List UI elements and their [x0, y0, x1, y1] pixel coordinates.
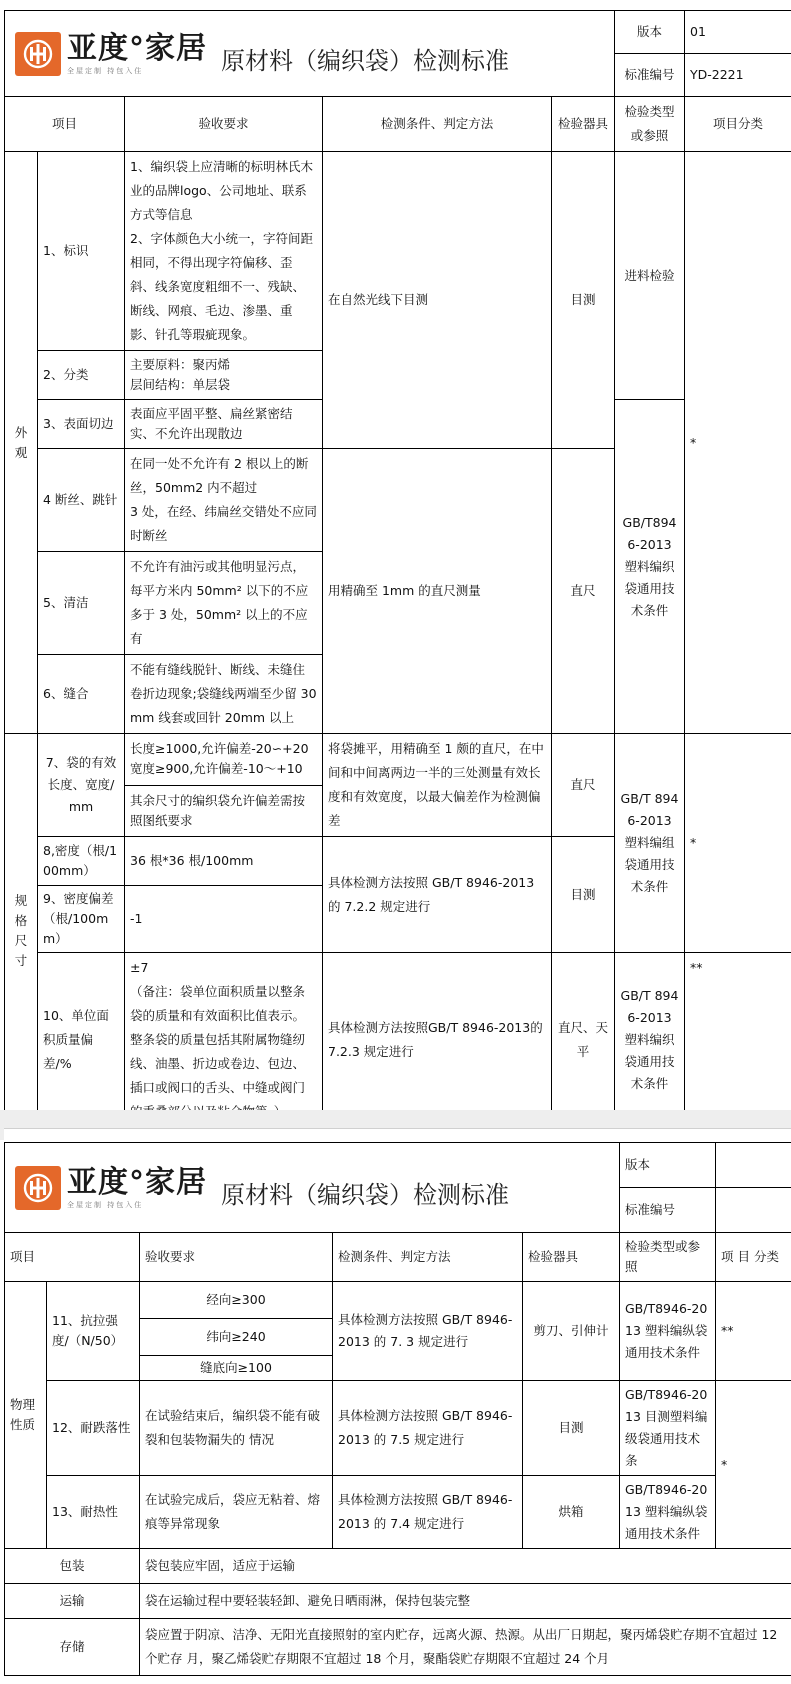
type-gb-standard: GB/T8946-2013 塑料编织袋通用技术条件 — [615, 400, 685, 734]
tool-item-89: 目测 — [552, 837, 615, 953]
meta-value-standard-no — [716, 1188, 791, 1233]
text-packing: 袋包装应牢固，适应于运输 — [140, 1549, 791, 1584]
item-label-13: 13、耐热性 — [47, 1476, 140, 1549]
class-physical: * — [716, 1381, 791, 1549]
meta-label-version: 版本 — [615, 11, 685, 54]
document-page-2 — [4, 1142, 791, 1684]
method-visual: 在自然光线下目测 — [323, 152, 552, 449]
document-page-1 — [4, 10, 791, 1108]
label-packing: 包装 — [5, 1549, 140, 1584]
brand-logo-icon — [15, 32, 61, 76]
meta-value-version — [716, 1143, 791, 1188]
standard-table-1 — [4, 10, 791, 1128]
item-req-4: 在同一处不允许有 2 根以上的断丝，50mm2 内不超过 3 处，在经、纬扁丝交错处不应同时断丝 — [125, 449, 323, 552]
tool-item-10: 直尺、天平 — [552, 953, 615, 1128]
item-req-8: 36 根*36 根/100mm — [125, 837, 323, 886]
header-type: 检验类型或参照 — [620, 1233, 716, 1282]
item-req-11-weft: 纬向≥240 — [140, 1319, 333, 1356]
item-label-9: 9、密度偏差（根/100mm） — [38, 886, 125, 953]
item-label-2: 2、分类 — [38, 351, 125, 400]
tool-visual: 目测 — [552, 152, 615, 449]
type-item-12: GB/T8946-2013 目测塑料编级袋通用技术条 — [620, 1381, 716, 1476]
item-label-3: 3、表面切边 — [38, 400, 125, 449]
class-spec: * — [685, 734, 791, 953]
brand-name: 亚度°家居 — [67, 30, 207, 66]
item-req-11-warp: 经向≥300 — [140, 1282, 333, 1319]
item-label-11: 11、抗拉强度/（N/50） — [47, 1282, 140, 1381]
method-item-7: 将袋摊平，用精确至 1 颇的直尺，在中间和中间离两边一半的三处测量有效长度和有效宽度，以最大偏差作为检测偏差 — [323, 734, 552, 837]
group-spec: 规格尺寸 — [5, 734, 38, 1128]
tool-item-13: 烘箱 — [523, 1476, 620, 1549]
brand-block — [67, 32, 207, 76]
header-item: 项目 — [5, 1233, 140, 1282]
type-item-11: GB/T8946-2013 塑料编纵袋通用技术条件 — [620, 1282, 716, 1381]
item-req-11-bottom: 缝底向≥100 — [140, 1356, 333, 1381]
header-type: 检验类型或参照 — [615, 97, 685, 152]
item-req-3: 表面应平固平整、扁丝紧密结实、不允许出现散边 — [125, 400, 323, 449]
document-title: 原材料（编织袋）检测标准 — [221, 1180, 509, 1209]
item-req-10: ±7 （备注：袋单位面积质量以整条袋的质量和有效面积比值表示。整条袋的质量包括其附属物缝纫线、油墨、折边或卷边、包边、插口或阀口的舌头、中缝或阀门 — [125, 953, 323, 1128]
standard-table-2 — [4, 1142, 791, 1676]
brand-logo-icon — [15, 1166, 61, 1210]
tool-item-12: 目测 — [523, 1381, 620, 1476]
method-item-13: 具体检测方法按照 GB/T 8946-2013 的 7.4 规定进行 — [333, 1476, 523, 1549]
document-header — [5, 11, 615, 97]
class-item-10: ** — [685, 953, 791, 1128]
item-label-1: 1、标识 — [38, 152, 125, 351]
page-separator — [0, 1110, 791, 1140]
header-method: 检测条件、判定方法 — [333, 1233, 523, 1282]
item-req-13: 在试验完成后，袋应无粘着、熔痕等异常现象 — [140, 1476, 333, 1549]
item-req-5: 不允许有油污或其他明显污点，每平方米内 50mm² 以下的不应多于 3 处，50mm² 以上的不应有 — [125, 552, 323, 655]
item-req-1: 1、编织袋上应清晰的标明林氏木业的品牌logo、公司地址、联系方式等信息 2、字体颜色大小统一，字符间距相同，不得出现字符偏移、歪斜、线条宽度粗细不一、残缺、断线、网痕、毛边、渗墨、重影、针孔等瑕疵现象。 — [125, 152, 323, 351]
meta-label-standard-no: 标准编号 — [615, 54, 685, 97]
item-label-7: 7、袋的有效长度、宽度/mm — [38, 734, 125, 837]
type-spec: GB/T 8946-2013 塑料编组袋通用技术条件 — [615, 734, 685, 953]
item-req-7b: 其余尺寸的编织袋允许偏差需按照图纸要求 — [125, 785, 323, 837]
item-label-8: 8,密度（根/100mm） — [38, 837, 125, 886]
class-item-11: ** — [716, 1282, 791, 1381]
label-storage: 存储 — [5, 1619, 140, 1676]
type-incoming: 进料检验 — [615, 152, 685, 400]
method-ruler: 用精确至 1mm 的直尺测量 — [323, 449, 552, 734]
class-appearance: * — [685, 152, 791, 734]
item-label-4: 4 断丝、跳针 — [38, 449, 125, 552]
method-item-12: 具体检测方法按照 GB/T 8946-2013 的 7.5 规定进行 — [333, 1381, 523, 1476]
group-appearance: 外观 — [5, 152, 38, 734]
brand-subtitle: 全屋定制 持包入住 — [67, 1200, 144, 1209]
text-transport: 袋在运输过程中要轻装轻卸、避免日晒雨淋，保持包装完整 — [140, 1584, 791, 1619]
tool-item-11: 剪刀、引伸计 — [523, 1282, 620, 1381]
item-req-2: 主要原料：聚丙烯 层间结构：单层袋 — [125, 351, 323, 400]
header-requirement: 验收要求 — [140, 1233, 333, 1282]
method-item-11: 具体检测方法按照 GB/T 8946-2013 的 7. 3 规定进行 — [333, 1282, 523, 1381]
item-label-10: 10、单位面积质量偏差/% — [38, 953, 125, 1128]
type-item-10: GB/T 8946-2013 塑料编织袋通用技术条件 — [615, 953, 685, 1128]
text-storage: 袋应置于阴凉、洁净、无阳光直接照射的室内贮存，远离火源、热源。从出厂日期起，聚丙烯袋贮存期不宜超过 12 个贮存 月，聚乙烯袋贮存期限不宜超过 18 个月，聚酯袋贮存期限不宜超过 24 个月 — [140, 1619, 791, 1676]
method-item-89: 具体检测方法按照 GB/T 8946-2013 的 7.2.2 规定进行 — [323, 837, 552, 953]
meta-label-standard-no: 标准编号 — [620, 1188, 716, 1233]
brand-name: 亚度°家居 — [67, 1164, 207, 1200]
type-item-13: GB/T8946-2013 塑料编纵袋通用技术条件 — [620, 1476, 716, 1549]
method-item-10: 具体检测方法按照GB/T 8946-2013的 7.2.3 规定进行 — [323, 953, 552, 1128]
header-class: 项 目 分类 — [716, 1233, 791, 1282]
tool-item-7: 直尺 — [552, 734, 615, 837]
meta-label-version: 版本 — [620, 1143, 716, 1188]
label-transport: 运输 — [5, 1584, 140, 1619]
item-label-5: 5、清洁 — [38, 552, 125, 655]
header-item: 项目 — [5, 97, 125, 152]
brand-subtitle: 全屋定制 持包入住 — [67, 66, 144, 75]
header-method: 检测条件、判定方法 — [323, 97, 552, 152]
meta-value-standard-no: YD-2221 — [685, 54, 791, 97]
group-physical: 物理性质 — [5, 1282, 47, 1549]
item-req-7a: 长度≥1000,允许偏差-20∽+20 宽度≥900,允许偏差-10～+10 — [125, 734, 323, 786]
document-title: 原材料（编织袋）检测标准 — [221, 46, 509, 75]
document-header-2 — [5, 1143, 620, 1233]
tool-ruler: 直尺 — [552, 449, 615, 734]
item-label-6: 6、缝合 — [38, 655, 125, 734]
header-requirement: 验收要求 — [125, 97, 323, 152]
item-req-9: -1 — [125, 886, 323, 953]
item-req-6: 不能有缝线脱针、断线、未缝住卷折边现象;袋缝线两端至少留 30mm 线套或回针 20mm 以上 — [125, 655, 323, 734]
header-tool: 检验器具 — [523, 1233, 620, 1282]
brand-block — [67, 1166, 207, 1210]
item-label-12: 12、耐跌落性 — [47, 1381, 140, 1476]
header-class: 项目分类 — [685, 97, 791, 152]
meta-value-version: 01 — [685, 11, 791, 54]
header-tool: 检验器具 — [552, 97, 615, 152]
item-req-12: 在试验结束后，编织袋不能有破裂和包装物漏失的 情况 — [140, 1381, 333, 1476]
